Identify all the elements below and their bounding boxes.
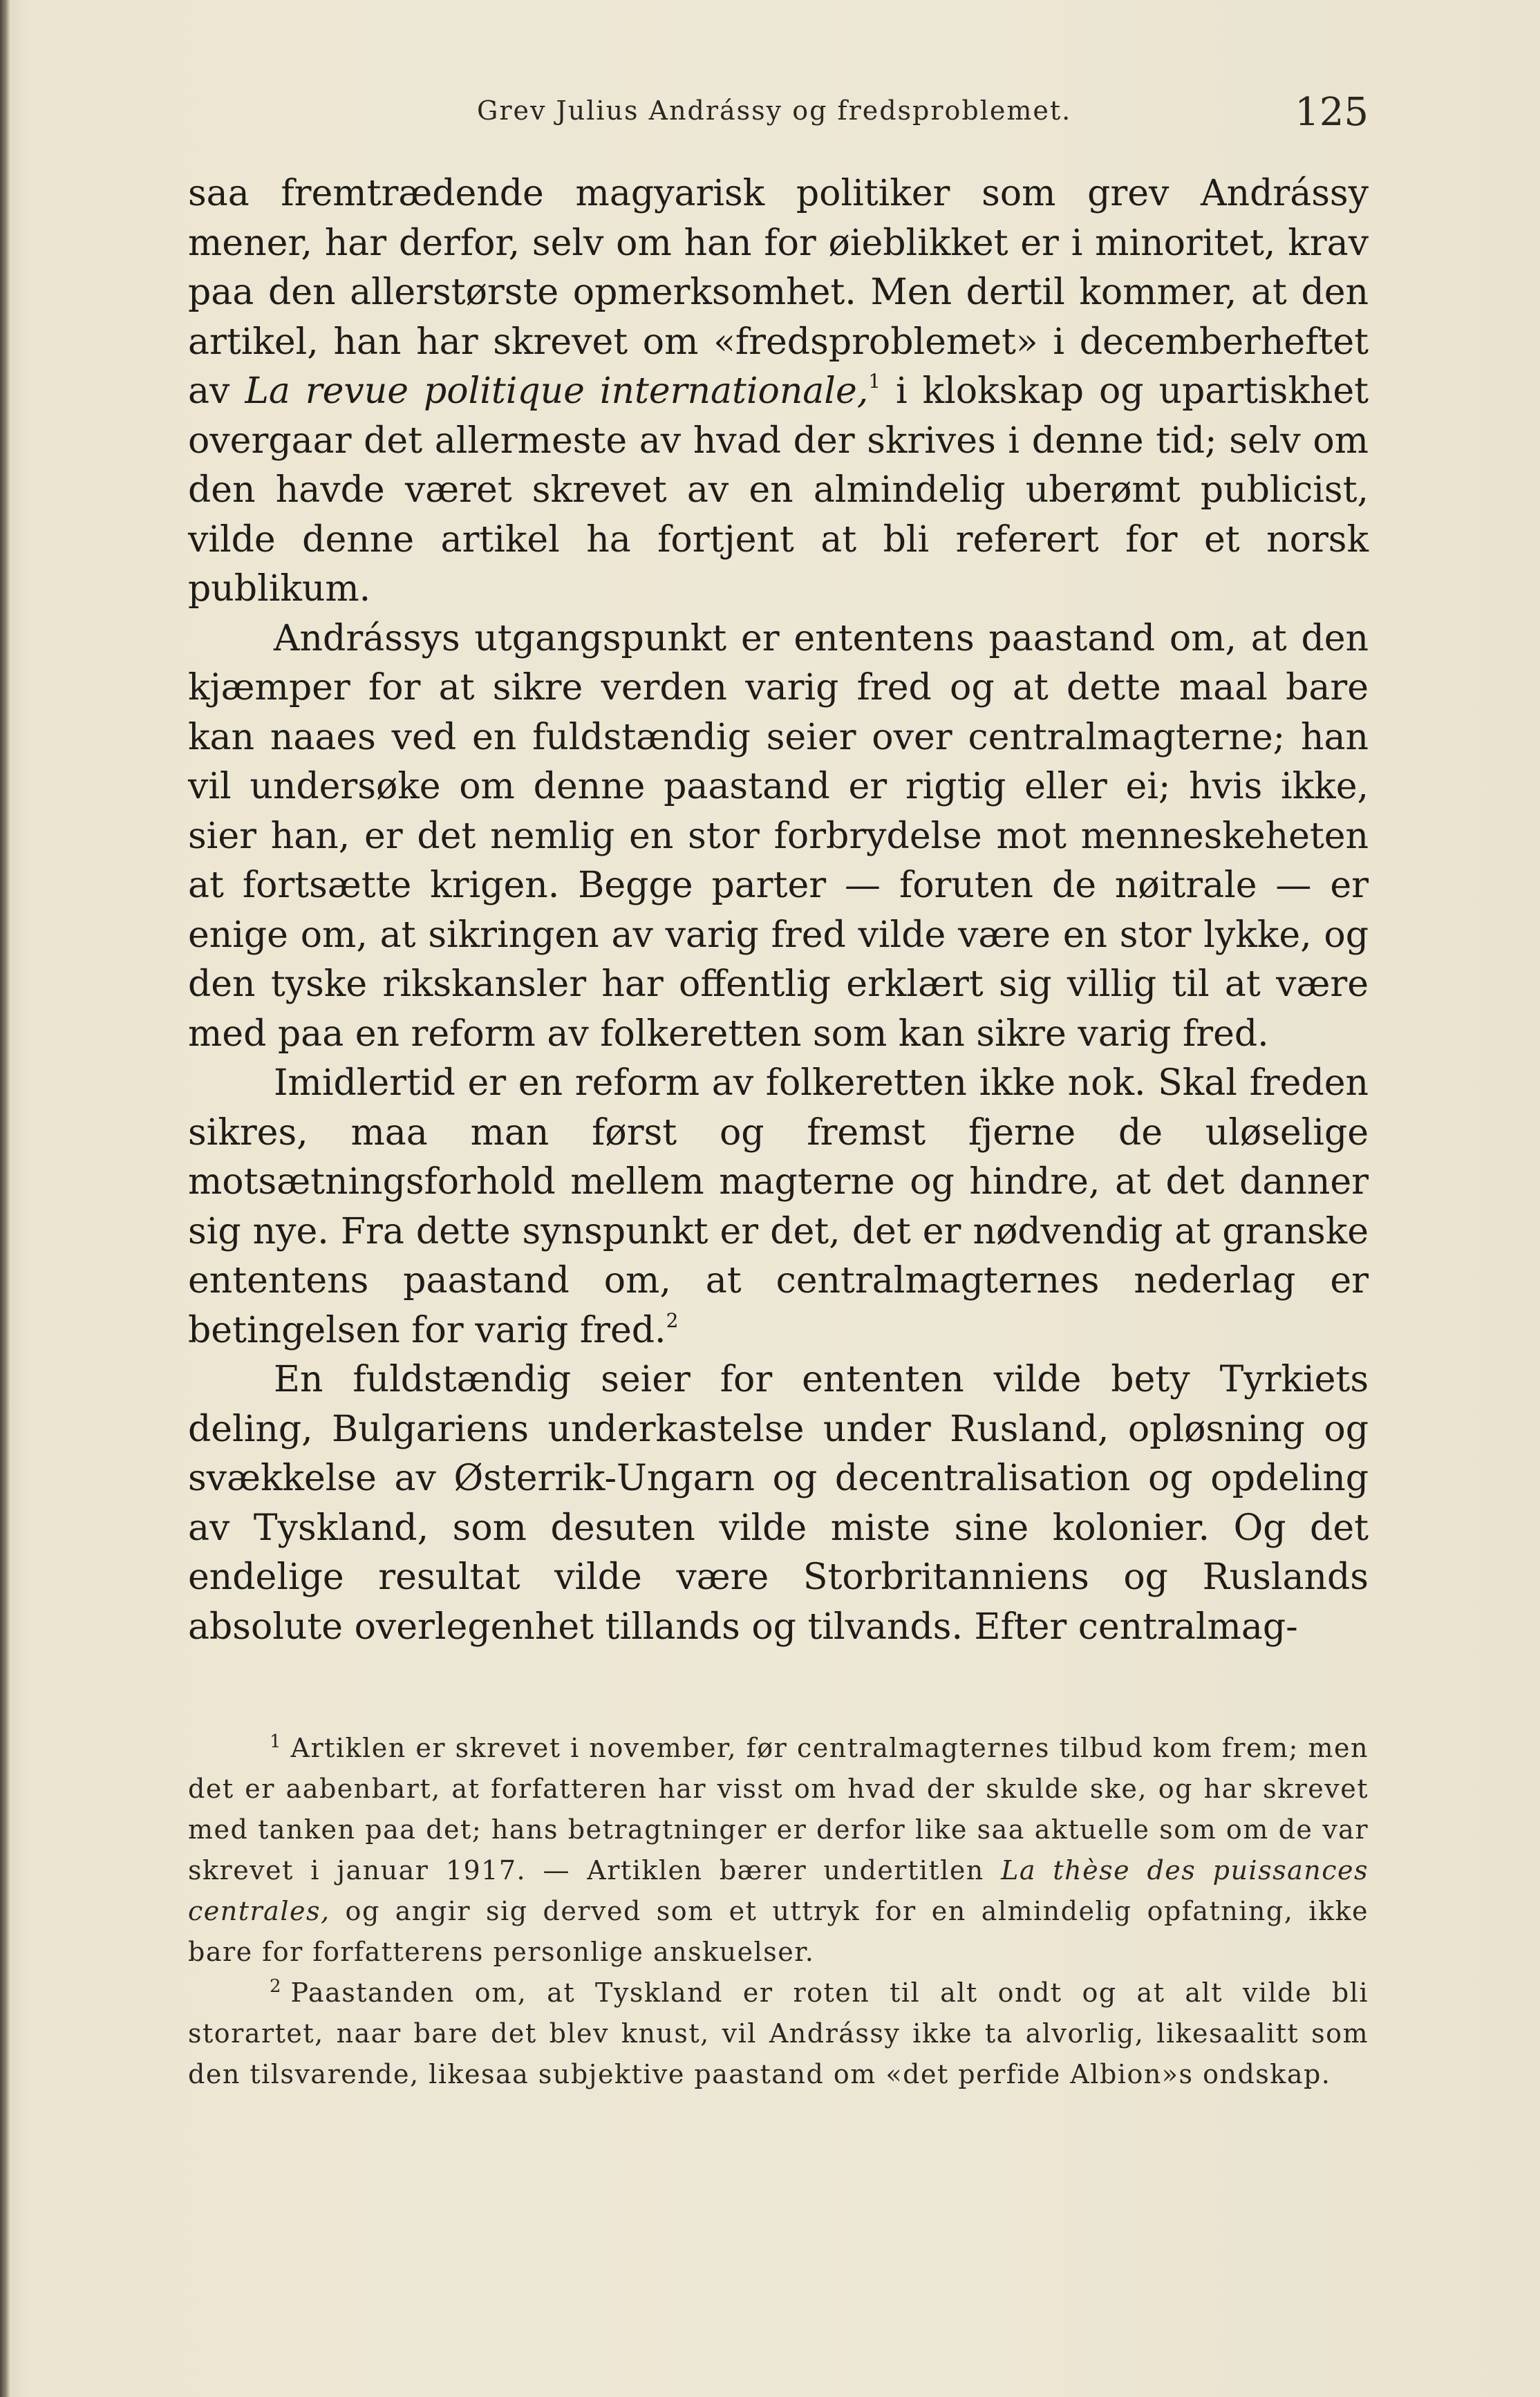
footnotes xyxy=(188,1728,1369,2095)
paragraph-2: Andrássys utgangspunkt er ententens paastand om, at den kjæmper for at sikre verden varig fred og at dette maal bare kan naaes ved en fuldstændig seier over centralmagterne; han vil undersøke om denne paastand er rigtig eller ei; hvis ikke, sier han, er det nemlig en stor forbrydelse mot menneskeheten at fortsætte krigen. Begge parter — foruten de nøitrale — er enige om, at sikringen av varig fred vilde være en stor lykke, og den tyske rikskansler har offentlig erklært sig villig til at være med paa en reform av folkeretten som kan sikre varig fred. xyxy=(188,617,1369,1055)
footnote-2 xyxy=(188,1973,1369,2095)
paragraph-1-text-b: i klokskap og upartiskhet overgaar det allermeste av hvad der skrives i denne tid; selv om den havde været skrevet av en almindelig uberømt publicist, vilde denne artikel ha fortjent at bli referert for et norsk publikum. xyxy=(188,370,1369,610)
footnote-1-text-b: og angir sig derved som et uttryk for en almindelig opfatning, ikke bare for forfatterens personlige anskuelser. xyxy=(188,1896,1369,1967)
footnote-2-mark: 2 xyxy=(270,1976,281,1997)
footnote-ref-1: 1 xyxy=(868,370,881,393)
page-header xyxy=(187,90,1369,145)
footnote-ref-2: 2 xyxy=(666,1308,679,1332)
page-spine-shadow xyxy=(0,0,10,2397)
page-number: 125 xyxy=(1295,90,1369,135)
footnote-1-italic: La thèse des puissances centrales, xyxy=(188,1855,1369,1926)
footnote-1 xyxy=(188,1728,1369,1973)
paragraph-1 xyxy=(188,169,1369,614)
body-text xyxy=(188,169,1369,1652)
paragraph-4: En fuldstændig seier for ententen vilde bety Tyrkiets deling, Bulgariens underkastelse under Rusland, opløsning og svækkelse av Østerrik-Ungarn og decentralisation og opdeling av Tyskland, som desuten vilde miste sine kolonier. Og det endelige resultat vilde være Storbritanniens og Ruslands absolute overlegenhet tillands og tilvands. Efter centralmag- xyxy=(188,1359,1369,1648)
footnote-2-text: Paastanden om, at Tyskland er roten til alt ondt og at alt vilde bli storartet, naar bare det blev knust, vil Andrássy ikke ta alvorlig, likesaalitt som den tilsvarende, likesaa subjektive paastand om «det perfide Albion»s ondskap. xyxy=(188,1977,1369,2089)
paragraph-3 xyxy=(188,1059,1369,1355)
paragraph-1-text-a: saa fremtrædende magyarisk politiker som grev Andrássy mener, har derfor, selv om han for øieblikket er i minoritet, krav paa den allerstørste opmerksomhet. Men dertil kommer, at den artikel, han har skrevet om «fredsproblemet» i decemberheftet av xyxy=(188,173,1369,412)
paragraph-3-text: Imidlertid er en reform av folkeretten ikke nok. Skal freden sikres, maa man først og fremst fjerne de uløselige motsætningsforhold mellem magterne og hindre, at det danner sig nye. Fra dette synspunkt er det, det er nødvendig at granske ententens paastand om, at centralmagternes nederlag er betingelsen for varig fred. xyxy=(188,1062,1369,1351)
footnote-1-mark: 1 xyxy=(270,1731,281,1752)
journal-title-italic: La revue politique internationale, xyxy=(245,370,869,412)
running-title: Grev Julius Andrássy og fredsproblemet. xyxy=(477,95,1072,126)
footnote-1-text-a: Artiklen er skrevet i november, før centralmagternes tilbud kom frem; men det er aabenbart, at forfatteren har visst om hvad der skulde ske, og har skrevet med tanken paa det; hans betragtninger er derfor like saa aktuelle som om de var skrevet i januar 1917. — Artiklen bærer undertitlen xyxy=(188,1733,1369,1886)
